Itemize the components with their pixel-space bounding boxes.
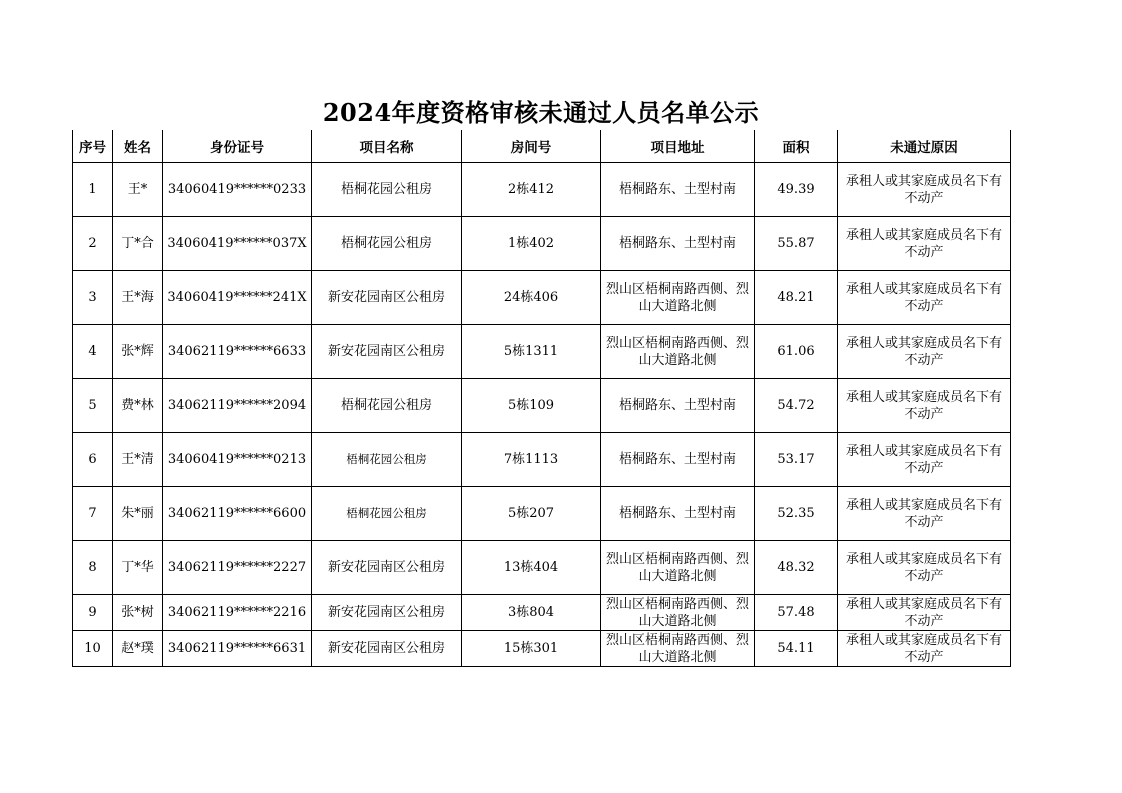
cell-project-address: 梧桐路东、土型村南 <box>601 433 755 487</box>
cell-project-name: 梧桐花园公租房 <box>312 487 462 541</box>
cell-no: 8 <box>73 541 113 595</box>
table-row <box>73 163 1011 217</box>
cell-name: 丁*合 <box>113 217 163 271</box>
table-row <box>73 379 1011 433</box>
cell-name: 王* <box>113 163 163 217</box>
cell-id-number: 34062119******2094 <box>163 379 312 433</box>
cell-area: 54.11 <box>755 631 838 667</box>
cell-id-number: 34062119******6631 <box>163 631 312 667</box>
cell-name: 张*辉 <box>113 325 163 379</box>
cell-project-address: 梧桐路东、土型村南 <box>601 163 755 217</box>
cell-area: 48.32 <box>755 541 838 595</box>
table-row <box>73 433 1011 487</box>
cell-no: 3 <box>73 271 113 325</box>
cell-room-number: 3栋804 <box>462 595 601 631</box>
cell-project-name: 新安花园南区公租房 <box>312 631 462 667</box>
document-title: 2024年度资格审核未通过人员名单公示 <box>322 98 760 127</box>
cell-reason: 承租人或其家庭成员名下有不动产 <box>838 487 1011 541</box>
cell-project-name: 新安花园南区公租房 <box>312 271 462 325</box>
cell-room-number: 13栋404 <box>462 541 601 595</box>
table-row <box>73 595 1011 631</box>
cell-project-address: 梧桐路东、土型村南 <box>601 379 755 433</box>
cell-project-name: 新安花园南区公租房 <box>312 541 462 595</box>
header-no: 序号 <box>73 130 113 163</box>
cell-project-address: 梧桐路东、土型村南 <box>601 217 755 271</box>
cell-id-number: 34060419******0213 <box>163 433 312 487</box>
cell-id-number: 34060419******0233 <box>163 163 312 217</box>
cell-id-number: 34062119******6633 <box>163 325 312 379</box>
header-project-address: 项目地址 <box>601 130 755 163</box>
cell-name: 赵*璞 <box>113 631 163 667</box>
cell-room-number: 5栋207 <box>462 487 601 541</box>
table-row <box>73 631 1011 667</box>
cell-id-number: 34060419******241X <box>163 271 312 325</box>
cell-no: 5 <box>73 379 113 433</box>
header-area: 面积 <box>755 130 838 163</box>
cell-room-number: 1栋402 <box>462 217 601 271</box>
cell-name: 朱*丽 <box>113 487 163 541</box>
table-row <box>73 217 1011 271</box>
cell-room-number: 15栋301 <box>462 631 601 667</box>
header-project-name: 项目名称 <box>312 130 462 163</box>
cell-no: 6 <box>73 433 113 487</box>
cell-id-number: 34062119******2227 <box>163 541 312 595</box>
cell-no: 10 <box>73 631 113 667</box>
cell-project-name: 梧桐花园公租房 <box>312 379 462 433</box>
cell-area: 54.72 <box>755 379 838 433</box>
cell-area: 61.06 <box>755 325 838 379</box>
cell-id-number: 34062119******6600 <box>163 487 312 541</box>
cell-reason: 承租人或其家庭成员名下有不动产 <box>838 595 1011 631</box>
cell-area: 52.35 <box>755 487 838 541</box>
table-row <box>73 325 1011 379</box>
cell-reason: 承租人或其家庭成员名下有不动产 <box>838 163 1011 217</box>
table-header-row <box>73 130 1011 163</box>
header-name: 姓名 <box>113 130 163 163</box>
header-reason: 未通过原因 <box>838 130 1011 163</box>
header-id-number: 身份证号 <box>163 130 312 163</box>
cell-room-number: 5栋109 <box>462 379 601 433</box>
cell-project-name: 新安花园南区公租房 <box>312 595 462 631</box>
cell-area: 49.39 <box>755 163 838 217</box>
table-row <box>73 487 1011 541</box>
header-room-number: 房间号 <box>462 130 601 163</box>
cell-project-address: 烈山区梧桐南路西侧、烈山大道路北侧 <box>601 541 755 595</box>
table-row <box>73 541 1011 595</box>
cell-id-number: 34060419******037X <box>163 217 312 271</box>
cell-project-address: 烈山区梧桐南路西侧、烈山大道路北侧 <box>601 595 755 631</box>
cell-project-address: 烈山区梧桐南路西侧、烈山大道路北侧 <box>601 631 755 667</box>
cell-project-name: 梧桐花园公租房 <box>312 163 462 217</box>
cell-reason: 承租人或其家庭成员名下有不动产 <box>838 217 1011 271</box>
cell-reason: 承租人或其家庭成员名下有不动产 <box>838 631 1011 667</box>
cell-no: 1 <box>73 163 113 217</box>
cell-no: 7 <box>73 487 113 541</box>
cell-id-number: 34062119******2216 <box>163 595 312 631</box>
cell-reason: 承租人或其家庭成员名下有不动产 <box>838 379 1011 433</box>
cell-project-address: 烈山区梧桐南路西侧、烈山大道路北侧 <box>601 325 755 379</box>
cell-reason: 承租人或其家庭成员名下有不动产 <box>838 433 1011 487</box>
cell-area: 53.17 <box>755 433 838 487</box>
cell-name: 王*海 <box>113 271 163 325</box>
cell-area: 55.87 <box>755 217 838 271</box>
cell-name: 丁*华 <box>113 541 163 595</box>
cell-area: 57.48 <box>755 595 838 631</box>
cell-name: 张*树 <box>113 595 163 631</box>
cell-no: 2 <box>73 217 113 271</box>
cell-project-address: 梧桐路东、土型村南 <box>601 487 755 541</box>
cell-name: 费*林 <box>113 379 163 433</box>
cell-no: 9 <box>73 595 113 631</box>
cell-room-number: 5栋1311 <box>462 325 601 379</box>
cell-room-number: 7栋1113 <box>462 433 601 487</box>
cell-project-address: 烈山区梧桐南路西侧、烈山大道路北侧 <box>601 271 755 325</box>
cell-project-name: 梧桐花园公租房 <box>312 433 462 487</box>
cell-reason: 承租人或其家庭成员名下有不动产 <box>838 541 1011 595</box>
cell-no: 4 <box>73 325 113 379</box>
cell-project-name: 梧桐花园公租房 <box>312 217 462 271</box>
table-row <box>73 271 1011 325</box>
cell-reason: 承租人或其家庭成员名下有不动产 <box>838 271 1011 325</box>
cell-area: 48.21 <box>755 271 838 325</box>
disqualified-list-table <box>72 130 1011 667</box>
cell-room-number: 2栋412 <box>462 163 601 217</box>
cell-room-number: 24栋406 <box>462 271 601 325</box>
cell-reason: 承租人或其家庭成员名下有不动产 <box>838 325 1011 379</box>
cell-name: 王*清 <box>113 433 163 487</box>
cell-project-name: 新安花园南区公租房 <box>312 325 462 379</box>
